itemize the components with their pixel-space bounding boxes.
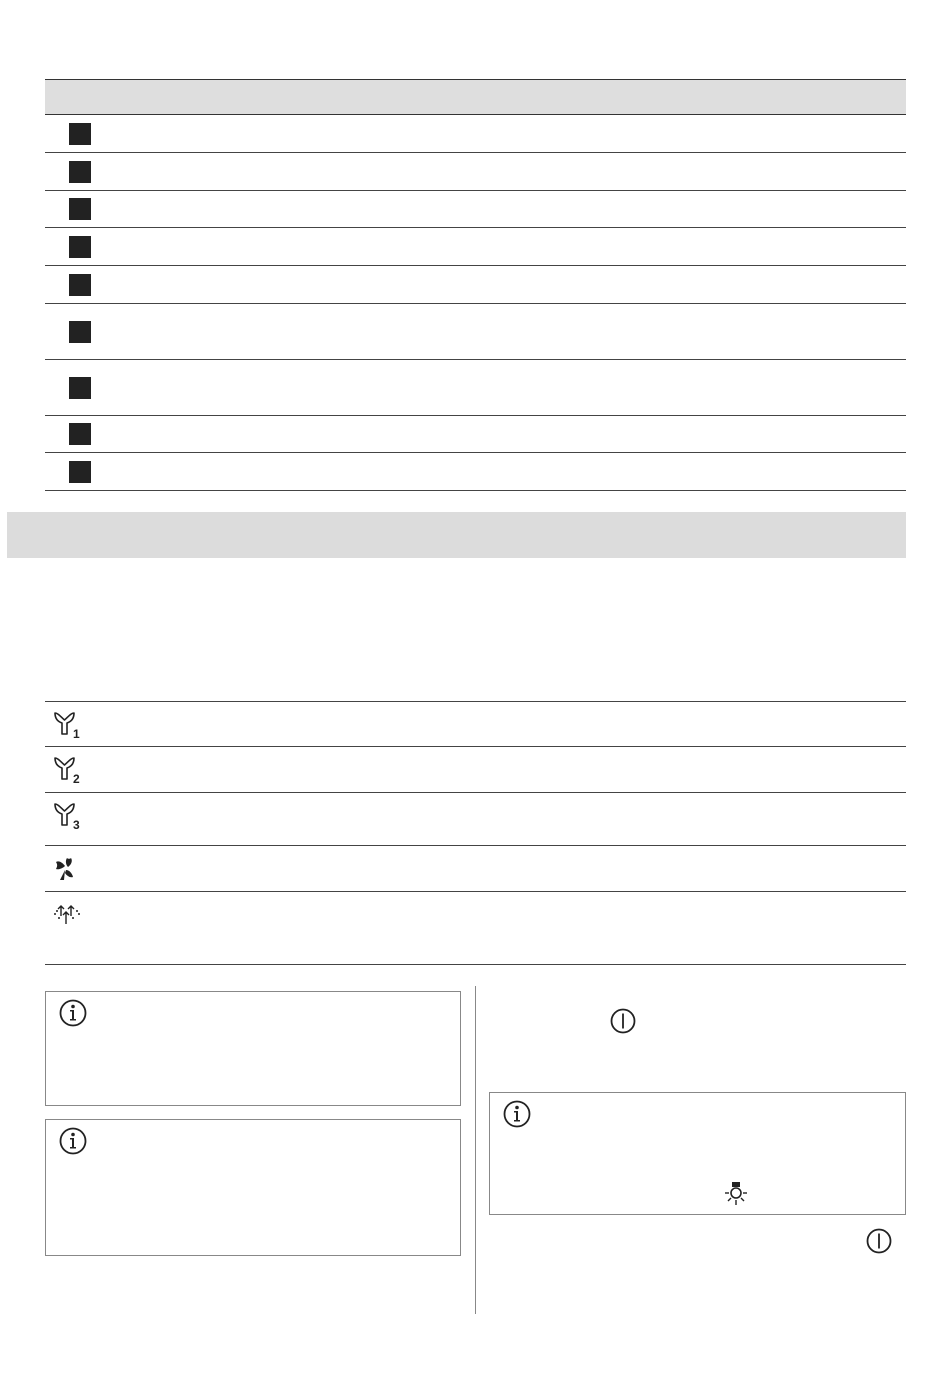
info-note xyxy=(489,1092,906,1215)
table-row xyxy=(45,360,906,416)
table-row xyxy=(45,846,906,892)
square-marker-icon xyxy=(69,377,91,399)
table-row xyxy=(45,153,906,191)
table-row xyxy=(45,416,906,453)
fan-boost-icon xyxy=(51,854,85,884)
info-note xyxy=(45,1119,461,1256)
features-table xyxy=(45,79,906,491)
light-bulb-icon xyxy=(723,1180,749,1208)
fan-speed-table xyxy=(45,701,906,965)
square-marker-icon xyxy=(69,236,91,258)
fan-speed-1-icon xyxy=(51,710,85,740)
table-row xyxy=(45,115,906,153)
table-row xyxy=(45,793,906,846)
square-marker-icon xyxy=(69,274,91,296)
fan-speed-number: 2 xyxy=(73,772,80,785)
table-row xyxy=(45,228,906,266)
square-marker-icon xyxy=(69,461,91,483)
table-row xyxy=(45,304,906,360)
column-divider xyxy=(475,986,476,1314)
breeze-arrows-icon xyxy=(51,900,85,930)
section-header xyxy=(7,512,906,558)
info-icon xyxy=(58,1126,88,1156)
fan-speed-number: 1 xyxy=(73,727,80,740)
fan-speed-number: 3 xyxy=(73,818,80,831)
table-header xyxy=(45,79,906,115)
square-marker-icon xyxy=(69,423,91,445)
square-marker-icon xyxy=(69,321,91,343)
square-marker-icon xyxy=(69,123,91,145)
fan-speed-3-icon xyxy=(51,801,85,831)
table-row xyxy=(45,266,906,304)
table-row xyxy=(45,892,906,965)
square-marker-icon xyxy=(69,161,91,183)
power-icon xyxy=(865,1227,893,1255)
table-row xyxy=(45,191,906,228)
table-row xyxy=(45,702,906,747)
fan-speed-2-icon xyxy=(51,755,85,785)
info-note xyxy=(45,991,461,1106)
square-marker-icon xyxy=(69,198,91,220)
power-icon xyxy=(609,1007,637,1035)
table-row xyxy=(45,453,906,491)
info-icon xyxy=(502,1099,532,1129)
info-icon xyxy=(58,998,88,1028)
table-row xyxy=(45,747,906,793)
